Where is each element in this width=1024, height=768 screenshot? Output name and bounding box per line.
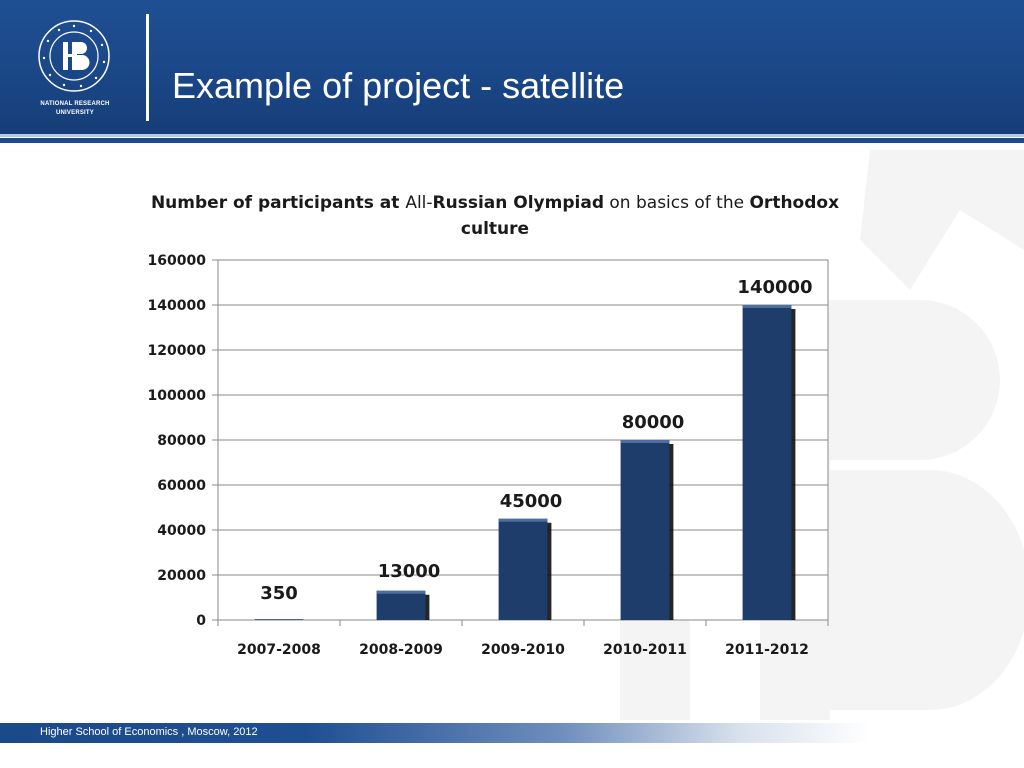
y-tick-label: 0 bbox=[196, 613, 206, 629]
y-tick-label: 100000 bbox=[147, 388, 206, 404]
chart-title-part: Russian Olympiad bbox=[432, 193, 604, 213]
logo-caption-line: UNIVERSITY bbox=[55, 110, 94, 116]
bar-highlight bbox=[377, 591, 426, 594]
chart-title-part: Orthodox culture bbox=[460, 193, 840, 239]
slide-footer bbox=[0, 723, 1024, 743]
data-label: 45000 bbox=[499, 490, 563, 512]
header-rule bbox=[0, 134, 1024, 137]
bar bbox=[377, 591, 426, 620]
bar-chart bbox=[120, 248, 840, 668]
slide-title: Example of project - satellite bbox=[172, 65, 625, 106]
y-tick-label: 60000 bbox=[157, 478, 206, 494]
university-logo-icon bbox=[36, 18, 112, 94]
bar bbox=[621, 440, 670, 620]
data-label: 13000 bbox=[377, 560, 441, 582]
footer-text: Higher School of Economics , Moscow, 2012 bbox=[40, 726, 258, 738]
data-label: 350 bbox=[260, 583, 298, 605]
x-tick-label: 2008-2009 bbox=[359, 642, 443, 658]
bar bbox=[255, 619, 304, 620]
header-divider bbox=[146, 14, 149, 121]
bar-highlight bbox=[499, 519, 548, 522]
chart-title-part: All- bbox=[405, 193, 433, 213]
data-label: 80000 bbox=[621, 412, 685, 433]
header-rule bbox=[0, 138, 1024, 143]
x-tick-label: 2009-2010 bbox=[481, 642, 565, 658]
bar-highlight bbox=[621, 440, 670, 443]
x-tick-label: 2010-2011 bbox=[603, 642, 687, 658]
bar bbox=[499, 519, 548, 620]
chart-title bbox=[150, 190, 840, 242]
y-tick-label: 80000 bbox=[157, 433, 206, 449]
y-tick-label: 120000 bbox=[147, 343, 206, 359]
logo-caption-line: NATIONAL RESEARCH bbox=[40, 101, 110, 107]
data-label: 140000 bbox=[737, 277, 813, 298]
slide-header bbox=[0, 0, 1024, 134]
y-tick-label: 20000 bbox=[157, 568, 206, 584]
y-tick-label: 160000 bbox=[147, 253, 206, 269]
y-tick-label: 140000 bbox=[147, 298, 206, 314]
bar bbox=[743, 305, 792, 620]
x-tick-label: 2007-2008 bbox=[237, 642, 321, 658]
logo-caption bbox=[30, 100, 120, 118]
y-tick-label: 40000 bbox=[157, 523, 206, 539]
bar-highlight bbox=[743, 305, 792, 308]
chart-title-part: on basics of the bbox=[604, 193, 750, 213]
chart-title-part: Number of participants at bbox=[150, 193, 406, 213]
x-tick-label: 2011-2012 bbox=[725, 642, 809, 658]
